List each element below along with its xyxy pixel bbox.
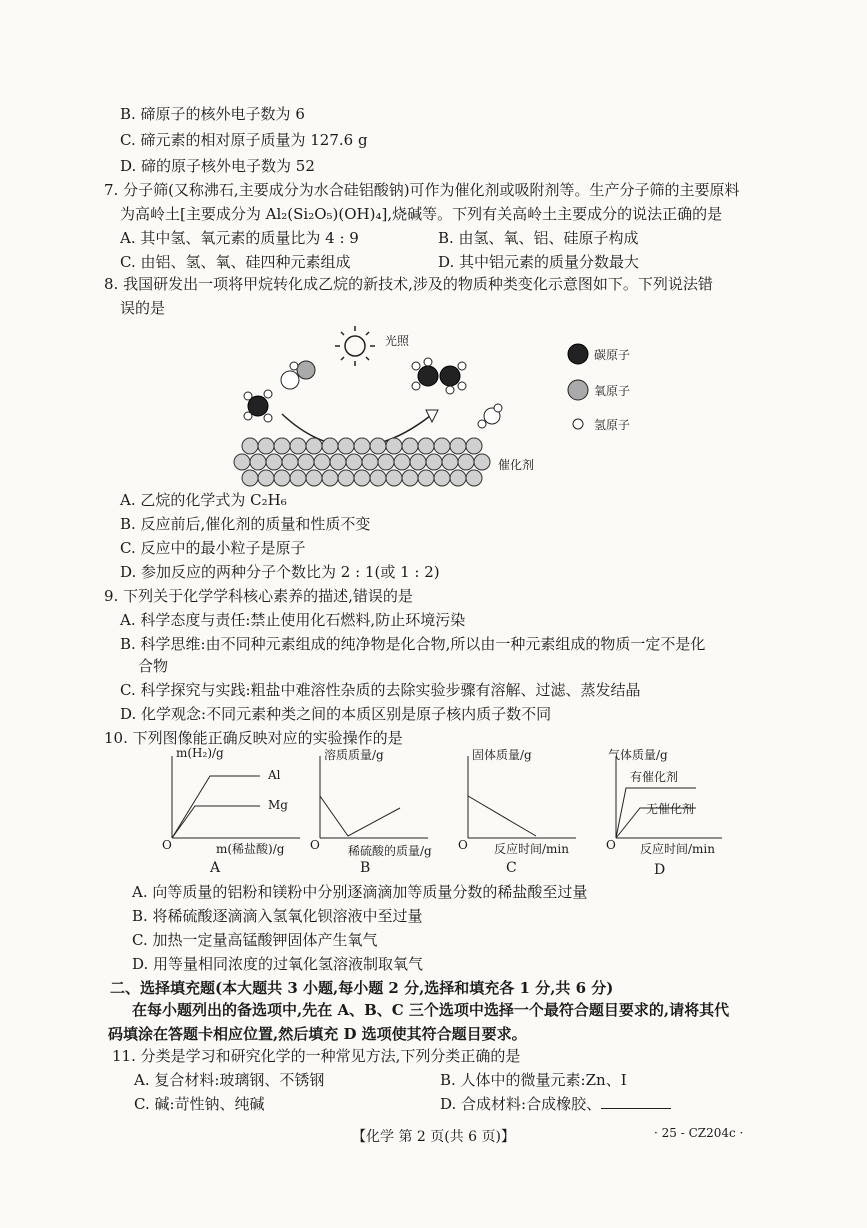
legend-carbon: 碳原子 [594,348,631,362]
q8-option-c: C. 反应中的最小粒子是原子 [120,539,306,557]
graph-d-origin: O [606,838,616,852]
hydrogen-legend-icon [573,419,583,429]
graph-a-ylabel: m(H₂)/g [176,746,224,760]
q7-option-d: D. 其中铝元素的质量分数最大 [438,253,640,271]
q8-option-b: B. 反应前后,催化剂的质量和性质不变 [120,515,371,533]
graph-c-svg [456,748,596,848]
graph-c-ylabel: 固体质量/g [472,748,532,762]
q7-option-a: A. 其中氢、氧元素的质量比为 4 : 9 [120,229,359,247]
graph-b-letter: B [360,860,371,876]
graph-c-xlabel: 反应时间/min [494,842,569,856]
q11-stem: 11. 分类是学习和研究化学的一种常见方法,下列分类正确的是 [112,1047,521,1065]
q8-stem-line1: 8. 我国研发出一项将甲烷转化成乙烷的新技术,涉及的物质种类变化示意图如下。下列说法错 [104,275,713,293]
q10-option-a: A. 向等质量的铝粉和镁粉中分别逐滴滴加等质量分数的稀盐酸至过量 [132,883,588,901]
q11-option-c: C. 碱:苛性钠、纯碱 [134,1095,265,1113]
graph-d-series-catalyst: 有催化剂 [630,770,679,784]
ethane-carbon-atom [440,366,460,386]
q9-option-c: C. 科学探究与实践:粗盐中难溶性杂质的去除实验步骤有溶解、过滤、蒸发结晶 [120,681,641,699]
oxygen-legend-icon [568,380,588,400]
q7-option-b: B. 由氢、氧、铝、硅原子构成 [438,229,639,247]
section2-instruction-line1: 在每小题列出的备选项中,先在 A、B、C 三个选项中选择一个最符合题目要求的,请将其代 [132,1001,730,1019]
q9-stem: 9. 下列关于化学学科核心素养的描述,错误的是 [104,587,413,605]
graph-b-xlabel: 稀硫酸的质量/g [348,844,432,858]
q10-option-b: B. 将稀硫酸逐滴滴入氢氧化钡溶液中至过量 [132,907,423,925]
light-label: 光照 [385,334,410,348]
sun-icon [335,326,375,366]
q10-stem: 10. 下列图像能正确反映对应的实验操作的是 [104,729,403,747]
mg-curve [172,806,260,838]
q9-option-a: A. 科学态度与责任:禁止使用化石燃料,防止环境污染 [120,611,466,629]
q8-stem-line2: 误的是 [120,299,166,317]
graph-a-series-al: Al [268,768,281,782]
graph-a-origin: O [162,838,172,852]
legend-oxygen: 氧原子 [594,384,631,398]
oxygen-molecule-atom [281,371,299,389]
graph-c-origin: O [458,838,468,852]
arrow-head-icon [426,410,438,422]
footer-page-info: 【化学 第 2 页(共 6 页)】 [352,1129,515,1145]
q8-reaction-diagram [230,318,690,488]
q10-option-c: C. 加热一定量高锰酸钾固体产生氧气 [132,931,378,949]
graph-d-xlabel: 反应时间/min [640,842,715,856]
section2-title: 二、选择填充题(本大题共 3 小题,每小题 2 分,选择和填充各 1 分,共 6 分) [110,979,614,997]
q6-option-d: D. 碲的原子核外电子数为 52 [120,157,315,175]
section2-instruction-line2: 码填涂在答题卡相应位置,然后填充 D 选项使其符合题目要求。 [108,1025,527,1043]
q8-option-a: A. 乙烷的化学式为 C₂H₆ [120,491,287,509]
q7-option-c: C. 由铝、氢、氧、硅四种元素组成 [120,253,351,271]
reaction-diagram-svg [230,318,690,488]
q11-option-d-text: D. 合成材料:合成橡胶、 [440,1095,602,1113]
graph-c-letter: C [506,860,517,876]
q11-option-d [440,1094,671,1114]
q8-option-d: D. 参加反应的两种分子个数比为 2 : 1(或 1 : 2) [120,563,440,581]
carbon-legend-icon [568,344,588,364]
graph-b-curve [320,796,400,836]
graph-c-curve [468,796,536,836]
q11-option-a: A. 复合材料:玻璃钢、不锈钢 [134,1071,325,1089]
graph-d-letter: D [654,862,666,878]
q9-option-b-line1: B. 科学思维:由不同种元素组成的纯净物是化合物,所以由一种元素组成的物质一定不是化 [120,635,706,653]
graph-d-series-no-catalyst: 无催化剂 [646,802,695,816]
legend-hydrogen: 氢原子 [594,418,631,432]
q6-option-b: B. 碲原子的核外电子数为 6 [120,105,305,123]
q11-answer-blank[interactable] [601,1094,671,1109]
q10-option-d: D. 用等量相同浓度的过氧化氢溶液制取氧气 [132,955,424,973]
q10-graph-b [308,748,448,876]
ethane-carbon-atom [418,366,438,386]
graph-b-ylabel: 溶质质量/g [324,748,384,762]
q11-option-b: B. 人体中的微量元素:Zn、I [440,1071,627,1089]
q9-option-d: D. 化学观念:不同元素种类之间的本质区别是原子核内质子数不同 [120,705,552,723]
graph-a-letter: A [210,860,221,876]
graph-a-series-mg: Mg [268,798,288,812]
graph-d-ylabel: 气体质量/g [608,748,668,762]
graph-d-svg [604,748,734,848]
q7-stem-line2: 为高岭土[主要成分为 Al₂(Si₂O₅)(OH)₄],烧碱等。下列有关高岭土主要成分的说法正确的是 [120,205,723,223]
catalyst-label: 催化剂 [498,458,535,472]
q7-stem-line1: 7. 分子筛(又称沸石,主要成分为水合硅铝酸钠)可作为催化剂或吸附剂等。生产分子筛的主要原料 [104,181,740,199]
q10-graph-a [160,748,310,876]
q6-option-c: C. 碲元素的相对原子质量为 127.6 g [120,131,368,149]
graph-b-svg [308,748,448,848]
al-curve [172,776,260,838]
q10-graph-c [456,748,596,876]
q9-option-b-line2: 合物 [138,657,169,675]
q10-graph-d [604,748,734,876]
footer-code: · 25 - CZ204c · [654,1126,744,1140]
oxygen-molecule-atom [297,361,315,379]
catalyst-layer [234,438,490,486]
graph-b-origin: O [310,838,320,852]
graph-a-xlabel: m(稀盐酸)/g [216,842,285,856]
